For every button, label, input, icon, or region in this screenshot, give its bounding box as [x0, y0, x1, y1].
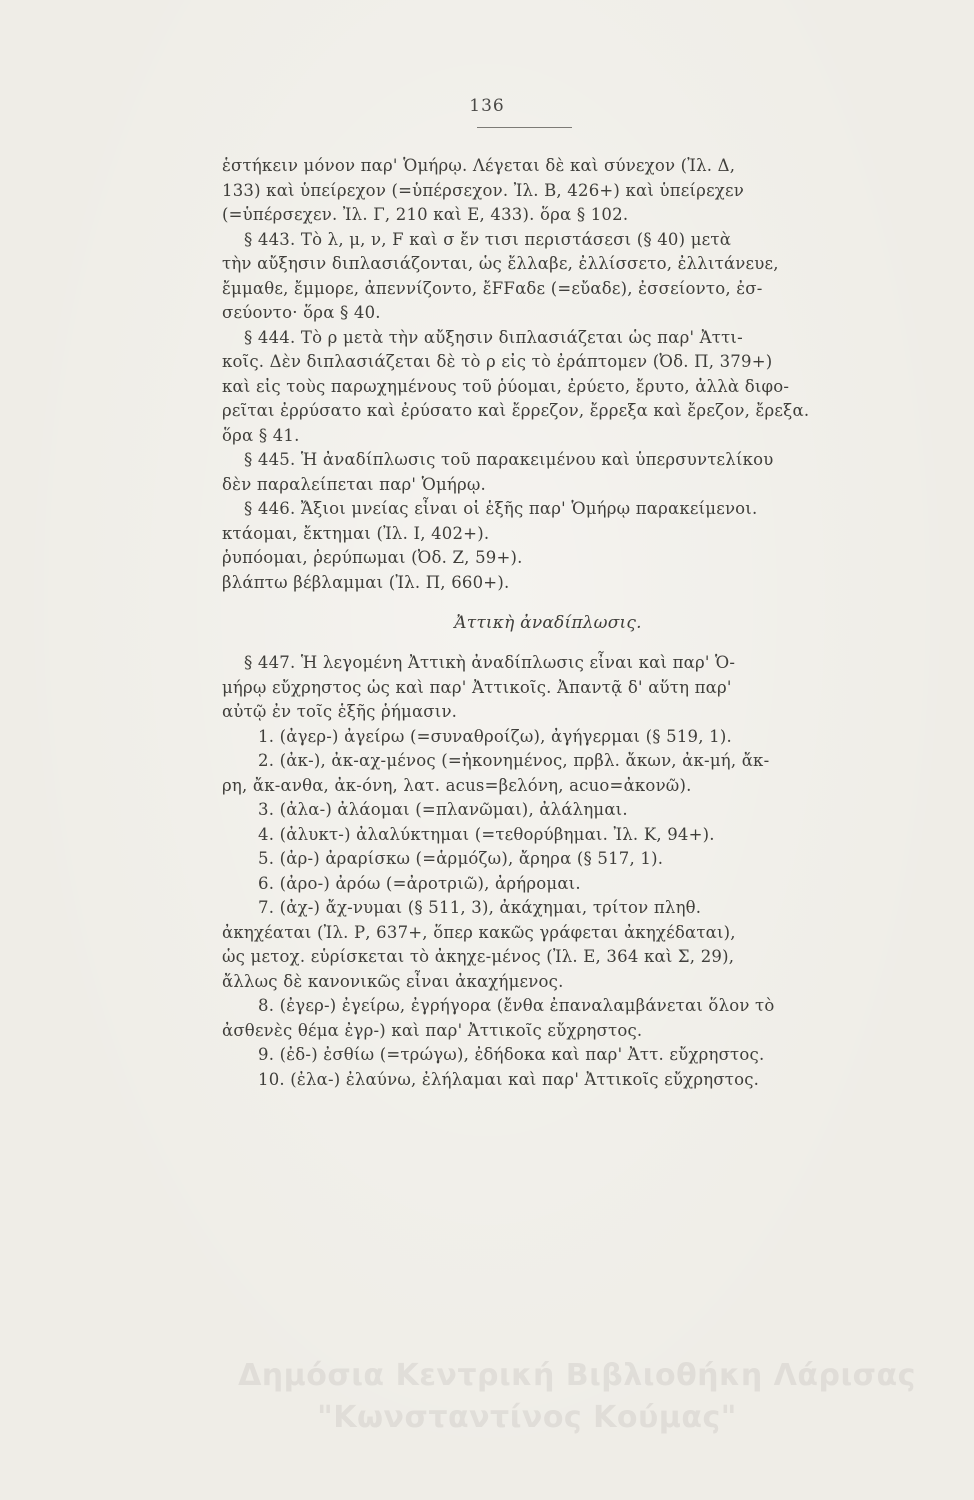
list-item: 1. (ἀγερ-) ἀγείρω (=συναθροίζω), ἀγήγερμαι (§ 519, 1).	[258, 726, 732, 746]
text-line: μήρῳ εὔχρηστος ὡς καὶ παρ' Ἀττικοῖς. Ἀπαντᾷ δ' αὕτη παρ'	[222, 677, 732, 697]
text-line: (=ὑπέρσεχεν. Ἰλ. Γ, 210 καὶ Ε, 433). ὅρα § 102.	[222, 205, 629, 224]
paragraph-445-start: § 445. Ἡ ἀναδίπλωσις τοῦ παρακειμένου καὶ ὑπερσυντελίκου	[244, 450, 774, 469]
library-watermark-line-1: Δημόσια Κεντρική Βιβλιοθήκη Λάρισας	[238, 1358, 916, 1393]
text-line: ρεῖται ἐρρύσατο καὶ ἐρύσατο καὶ ἔρρεζον, ἔρρεξα καὶ ἔρεζον, ἔρεξα.	[222, 401, 810, 420]
list-item: 8. (ἐγερ-) ἐγείρω, ἐγρήγορα (ἔνθα ἐπαναλαμβάνεται ὅλον τὸ	[258, 996, 775, 1015]
text-line: τὴν αὔξησιν διπλασιάζονται, ὡς ἔλλαβε, ἐλλίσσετο, ἐλλιτάνευε,	[222, 254, 779, 273]
text-line: καὶ εἰς τοὺς παρωχημένους τοῦ ῥύομαι, ἐρύετο, ἔρυτο, ἀλλὰ διφο-	[222, 376, 790, 396]
text-line: 133) καὶ ὑπείρεχον (=ὑπέρσεχον. Ἰλ. Β, 426+) καὶ ὑπείρεχεν	[222, 180, 744, 200]
text-line: ἑστήκειν μόνον παρ' Ὁμήρῳ. Λέγεται δὲ καὶ σύνεχον (Ἰλ. Δ,	[222, 156, 736, 175]
text-line: ὡς μετοχ. εὑρίσκεται τὸ ἀκηχε-μένος (Ἰλ. Ε, 364 καὶ Σ, 29),	[222, 947, 735, 966]
text-line: αὐτῷ ἐν τοῖς ἑξῆς ῥήμασιν.	[222, 702, 458, 721]
body-text	[222, 154, 874, 1092]
page-number: 136	[469, 96, 505, 116]
text-line: ῥυπόομαι, ῥερύπωμαι (Ὀδ. Ζ, 59+).	[222, 548, 523, 567]
text-line: κοῖς. Δὲν διπλασιάζεται δὲ τὸ ρ εἰς τὸ ἐράπτομεν (Ὀδ. Π, 379+)	[222, 352, 773, 371]
list-item: 2. (ἀκ-), ἀκ-αχ-μένος (=ἠκονημένος, πρβλ. ἄκων, ἀκ-μή, ἄκ-	[258, 751, 770, 770]
text-line: ἄλλως δὲ κανονικῶς εἶναι ἀκαχήμενος.	[222, 971, 564, 991]
text-line: ἀσθενὲς θέμα ἐγρ-) καὶ παρ' Ἀττικοῖς εὔχρηστος.	[222, 1020, 643, 1040]
text-line: ρη, ἄκ-ανθα, ἀκ-όνη, λατ. acus=βελόνη, acuo=ἀκονῶ).	[222, 775, 692, 795]
list-item: 6. (ἀρο-) ἀρόω (=ἀροτριῶ), ἀρήρομαι.	[258, 873, 581, 893]
text-line: βλάπτω βέβλαμμαι (Ἰλ. Π, 660+).	[222, 572, 510, 592]
list-item: 7. (ἀχ-) ἄχ-νυμαι (§ 511, 3), ἀκάχημαι, τρίτον πληθ.	[258, 898, 702, 917]
text-line: ἔμμαθε, ἔμμορε, ἀπεννίζοντο, ἔFFαδε (=εὔαδε), ἐσσείοντο, ἐσ-	[222, 278, 763, 298]
paragraph-446-start: § 446. Ἄξιοι μνείας εἶναι οἱ ἑξῆς παρ' Ὁμήρῳ παρακείμενοι.	[244, 499, 758, 518]
text-line: ἀκηχέαται (Ἰλ. Ρ, 637+, ὅπερ κακῶς γράφεται ἀκηχέδαται),	[222, 922, 736, 942]
list-item: 10. (ἐλα-) ἐλαύνω, ἐλήλαμαι καὶ παρ' Ἀττικοῖς εὔχρηστος.	[258, 1069, 760, 1089]
text-line: δὲν παραλείπεται παρ' Ὁμήρῳ.	[222, 474, 487, 494]
library-watermark-line-2: "Κωνσταντίνος Κούμας"	[317, 1400, 737, 1435]
paragraph-447-start: § 447. Ἡ λεγομένη Ἀττικὴ ἀναδίπλωσις εἶναι καὶ παρ' Ὁ-	[244, 653, 736, 672]
section-heading: Ἀττικὴ ἀναδίπλωσις.	[454, 613, 642, 633]
list-item: 3. (ἀλα-) ἀλάομαι (=πλανῶμαι), ἀλάλημαι.	[258, 800, 628, 819]
text-line: ὅρα § 41.	[222, 425, 300, 445]
list-item: 9. (ἐδ-) ἐσθίω (=τρώγω), ἐδήδοκα καὶ παρ' Ἀττ. εὔχρηστος.	[258, 1045, 765, 1064]
list-item: 4. (ἀλυκτ-) ἀλαλύκτημαι (=τεθορύβημαι. Ἰλ. Κ, 94+).	[258, 824, 715, 844]
list-item: 5. (ἀρ-) ἀραρίσκω (=ἁρμόζω), ἄρηρα (§ 517, 1).	[258, 849, 664, 868]
text-line: σεύοντο· ὅρα § 40.	[222, 303, 381, 322]
text-line: κτάομαι, ἔκτημαι (Ἰλ. Ι, 402+).	[222, 523, 490, 543]
paragraph-443-start: § 443. Τὸ λ, μ, ν, F καὶ σ ἔν τισι περιστάσεσι (§ 40) μετὰ	[244, 229, 732, 249]
paragraph-444-start: § 444. Τὸ ρ μετὰ τὴν αὔξησιν διπλασιάζεται ὡς παρ' Ἀττι-	[244, 327, 743, 347]
header-rule	[477, 127, 572, 128]
